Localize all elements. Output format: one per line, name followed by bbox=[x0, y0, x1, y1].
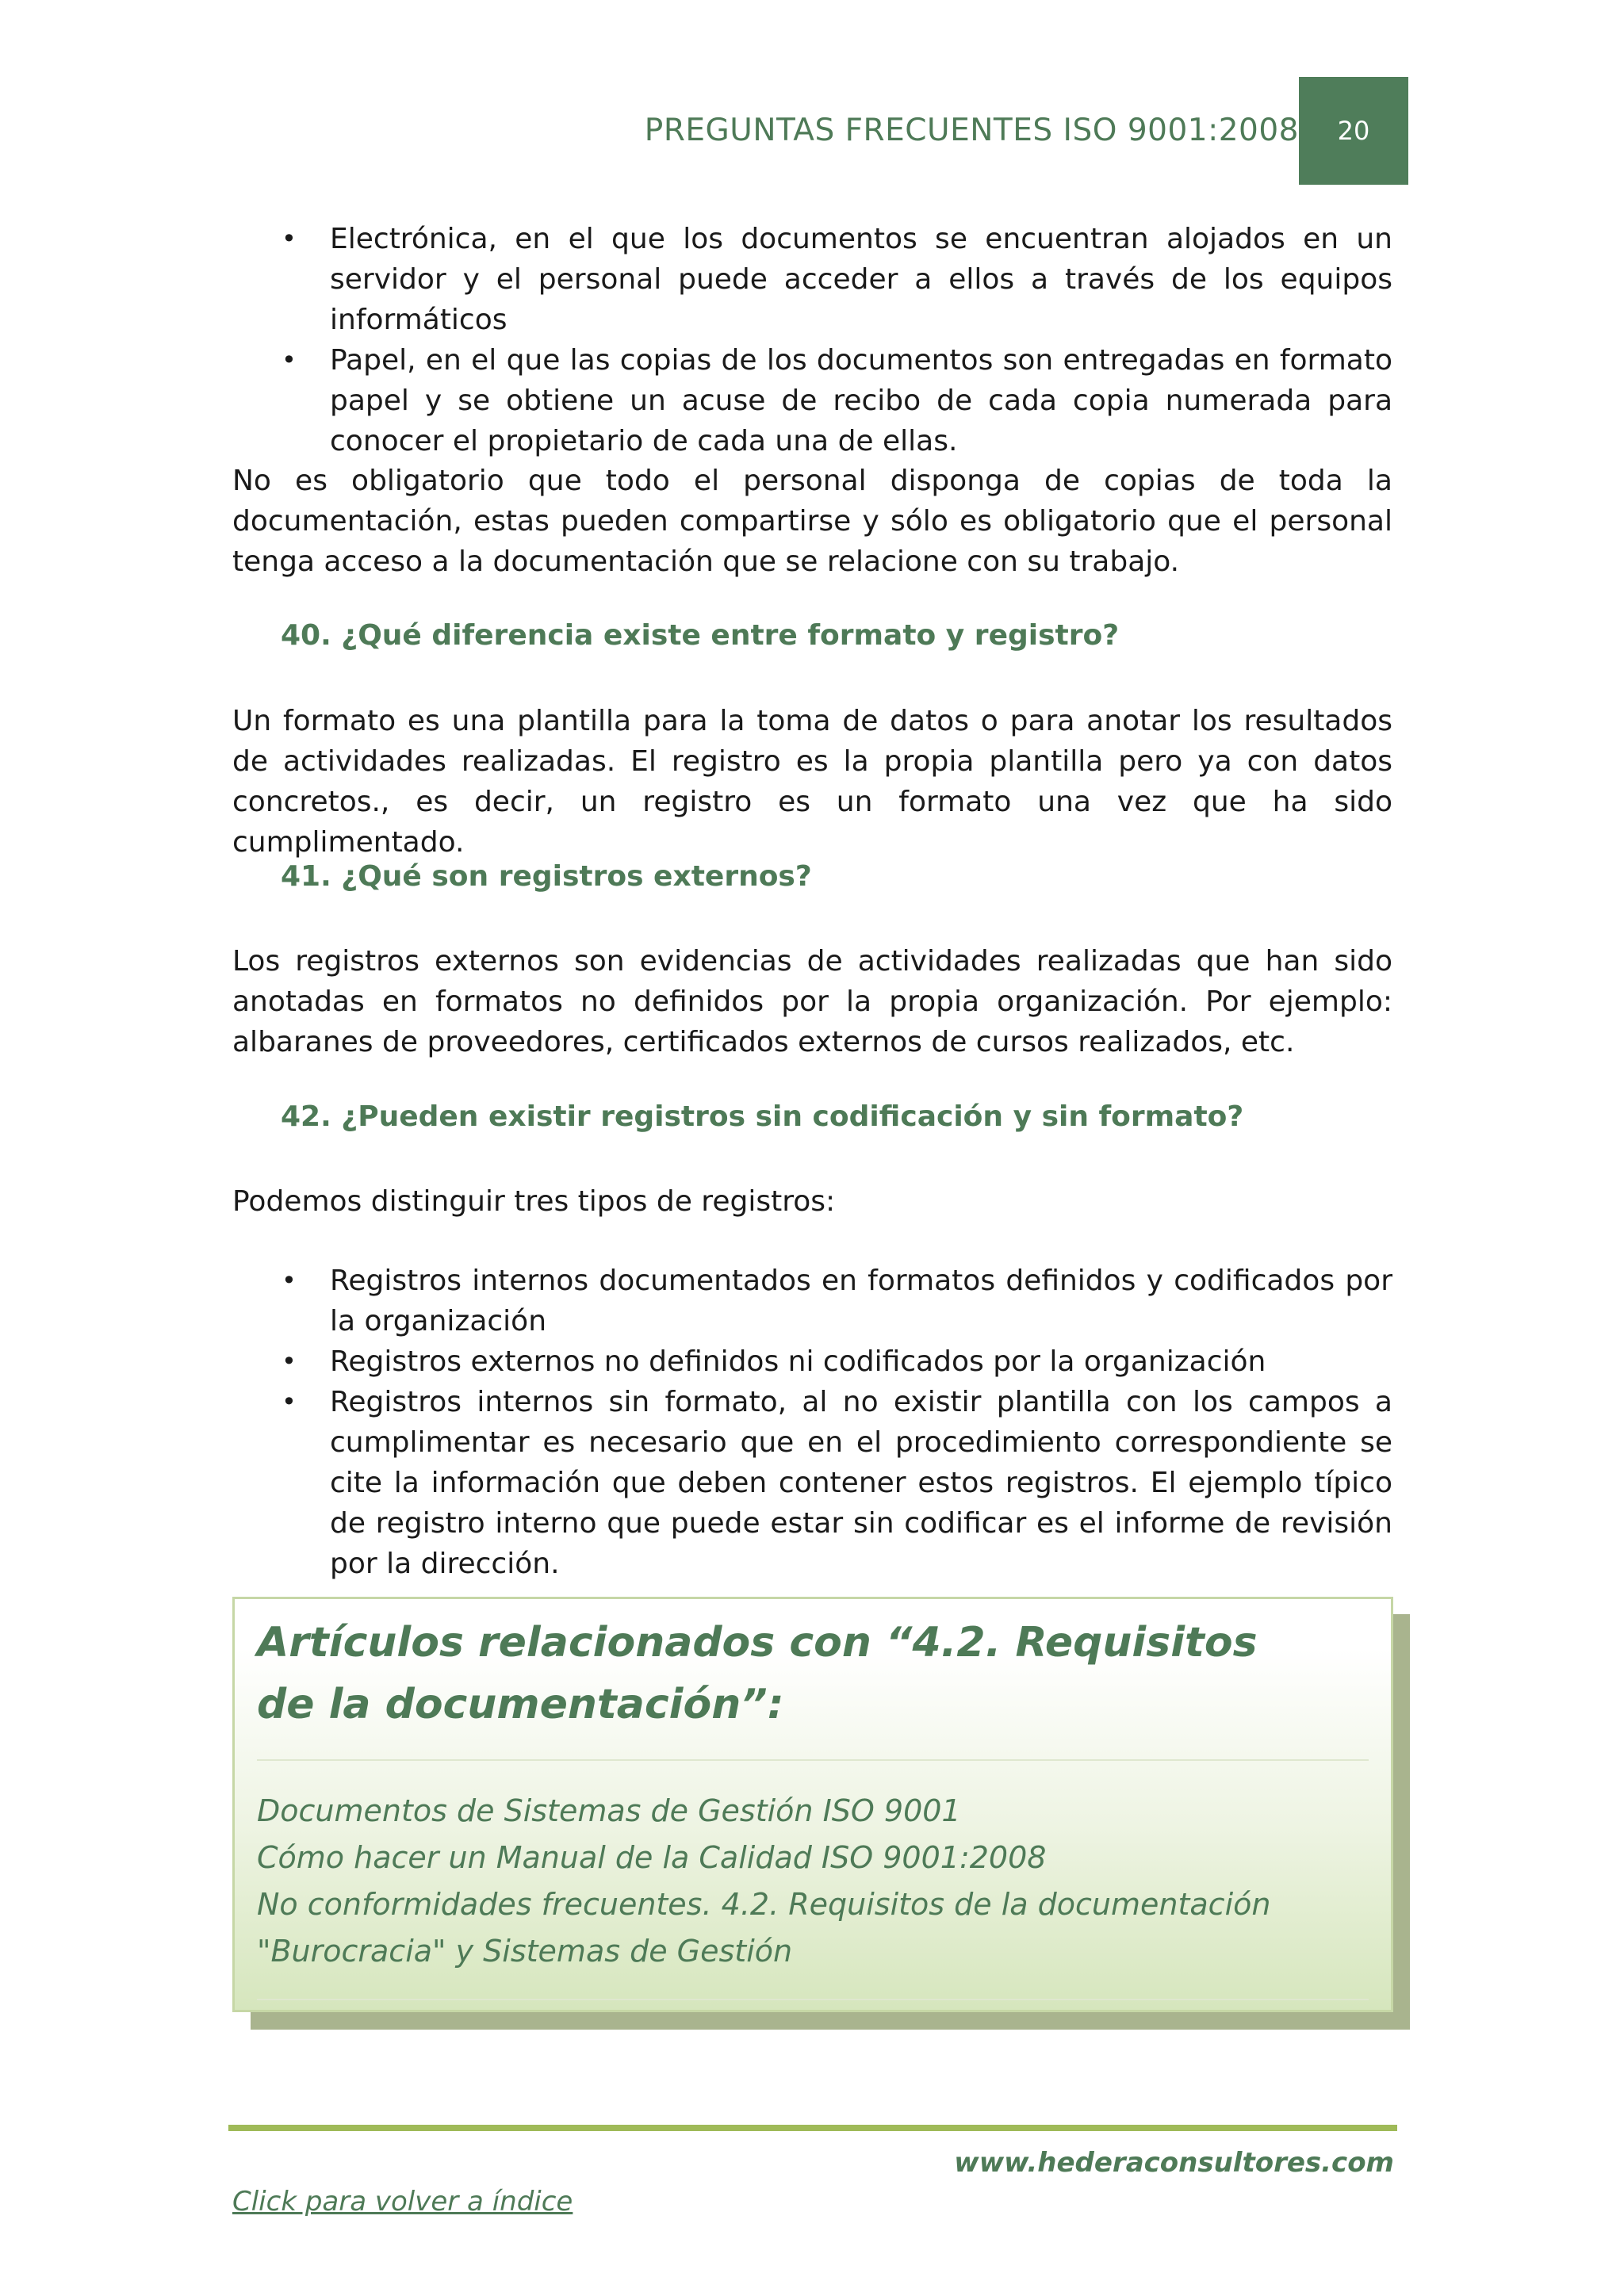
record-types-list bbox=[232, 1261, 1392, 1584]
back-to-index-link[interactable]: Click para volver a índice bbox=[232, 2186, 573, 2218]
list-item: • Papel, en el que las copias de los documentos son entregadas en formato papel y se obtiene un acuse de recibo de cada copia numerada para conocer el propietario de cada una de ellas. bbox=[232, 340, 1392, 461]
list-item: • Registros externos no definidos ni codificados por la organización bbox=[232, 1341, 1392, 1382]
footer-divider bbox=[228, 2125, 1397, 2131]
related-link-burocracia[interactable]: "Burocracia" y Sistemas de Gestión bbox=[257, 1934, 793, 1969]
copies-paragraph-block bbox=[232, 461, 1392, 582]
footer-website: www.hederaconsultores.com bbox=[954, 2147, 1394, 2179]
list-item: • Electrónica, en el que los documentos se encuentran alojados en un servidor y el personal puede acceder a ellos a través de los equipos informáticos bbox=[232, 219, 1392, 340]
intro-bullet-section bbox=[232, 219, 1392, 461]
related-link-documentos-sistemas[interactable]: Documentos de Sistemas de Gestión ISO 9001 bbox=[257, 1793, 961, 1828]
copies-paragraph: No es obligatorio que todo el personal disponga de copias de toda la documentación, estas pueden compartirse y sólo es obligatorio que el personal tenga acceso a la documentación que se relacione con su trabajo. bbox=[232, 465, 1392, 578]
page-number-badge: 20 bbox=[1299, 77, 1408, 185]
related-link-manual-calidad[interactable]: Cómo hacer un Manual de la Calidad ISO 9001:2008 bbox=[257, 1840, 1047, 1875]
list-item: • Registros internos documentados en formatos definidos y codificados por la organización bbox=[232, 1261, 1392, 1341]
question-40-answer: Un formato es una plantilla para la toma de datos o para anotar los resultados de actividades realizadas. El registro es la propia plantilla pero ya con datos concretos., es decir, un registro es un formato una vez que ha sido cumplimentado. bbox=[232, 705, 1392, 859]
question-40-heading: 40. ¿Qué diferencia existe entre formato y registro? bbox=[281, 619, 1120, 652]
question-42-answer-block bbox=[232, 1181, 1392, 1222]
related-top-divider bbox=[257, 1759, 1369, 1761]
question-40-answer-block bbox=[232, 701, 1392, 863]
question-41-answer: Los registros externos son evidencias de actividades realizadas que han sido anotadas en formatos no definidos por la propia organización. Por ejemplo: albaranes de proveedores, certificados externos de cursos realizados, etc. bbox=[232, 945, 1392, 1058]
related-articles-links bbox=[257, 1788, 1270, 1975]
question-42-heading: 42. ¿Pueden existir registros sin codificación y sin formato? bbox=[281, 1100, 1244, 1133]
question-41-heading: 41. ¿Qué son registros externos? bbox=[281, 860, 812, 893]
question-42-answer: Podemos distinguir tres tipos de registros: bbox=[232, 1185, 836, 1218]
distribution-methods-list bbox=[232, 219, 1392, 461]
related-bottom-divider bbox=[257, 1999, 1369, 2000]
record-types-section bbox=[232, 1261, 1392, 1584]
related-articles-title: Artículos relacionados con “4.2. Requisitos de la documentación”: bbox=[257, 1619, 1258, 1728]
document-header-title: PREGUNTAS FRECUENTES ISO 9001:2008 bbox=[644, 113, 1299, 148]
list-item: • Registros internos sin formato, al no existir plantilla con los campos a cumplimentar es necesario que en el procedimiento correspondiente se cite la información que deben contener estos registros. El ejemplo típico de registro interno que puede estar sin codificar es el informe de revisión por la dirección. bbox=[232, 1382, 1392, 1584]
related-articles-box bbox=[232, 1597, 1393, 2012]
question-41-answer-block bbox=[232, 941, 1392, 1062]
related-link-no-conformidades[interactable]: No conformidades frecuentes. 4.2. Requisitos de la documentación bbox=[257, 1887, 1271, 1922]
